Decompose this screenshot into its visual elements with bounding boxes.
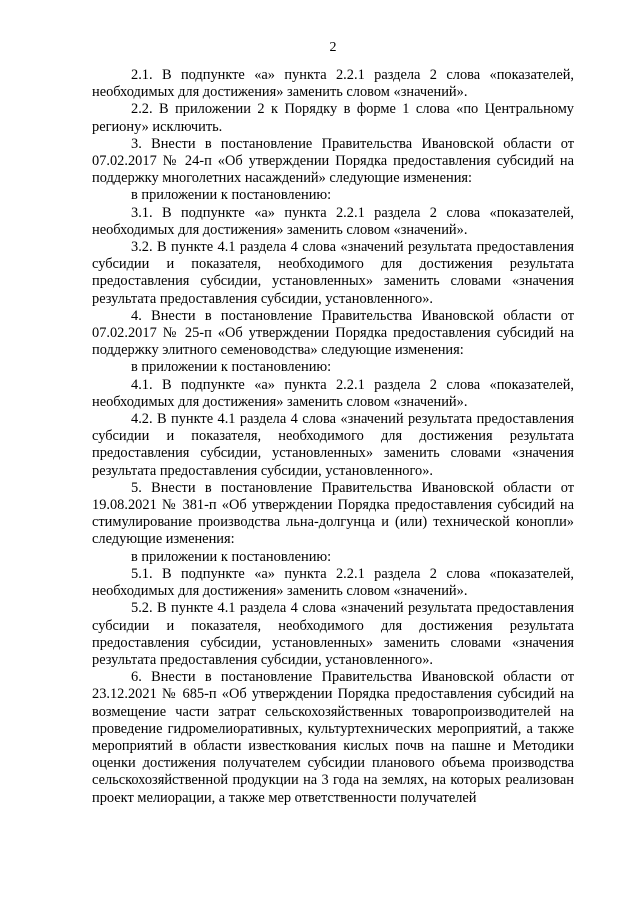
paragraph-4: 4. Внести в постановление Правительства Ивановской области от 07.02.2017 № 25-п «Об утверждении Порядка предоставления субсидий на поддержку элитного семеноводства» следующие изменения: [92, 307, 574, 359]
paragraph-5-annex: в приложении к постановлению: [131, 548, 332, 565]
paragraph-5-1: 5.1. В подпункте «а» пункта 2.2.1 раздела 2 слова «показателей, необходимых для достижения» заменить словом «значений». [92, 565, 574, 600]
paragraph-5: 5. Внести в постановление Правительства Ивановской области от 19.08.2021 № 381-п «Об утверждении Порядка предоставления субсидий на стимулирование производства льна-долгунца и (или) технической конопли» следующие изменения: [92, 479, 574, 548]
paragraph-3: 3. Внести в постановление Правительства Ивановской области от 07.02.2017 № 24-п «Об утверждении Порядка предоставления субсидий на поддержку многолетних насаждений» следующие изменения: [92, 135, 574, 187]
paragraph-2-1: 2.1. В подпункте «а» пункта 2.2.1 раздела 2 слова «показателей, необходимых для достижения» заменить словом «значений». [92, 67, 574, 101]
paragraph-5-2: 5.2. В пункте 4.1 раздела 4 слова «значений результата предоставления субсидии и показателя, необходимого для достижения результата предоставления субсидии, установленных» заменить словами «значения результата предоставления субсидии, установленного». [92, 600, 574, 668]
paragraph-4-2: 4.2. В пункте 4.1 раздела 4 слова «значений результата предоставления субсидии и показателя, необходимого для достижения результата предоставления субсидии, установленных» заменить словами «значения результата предоставления субсидии, установленного». [92, 411, 574, 479]
paragraph-3-annex: в приложении к постановлению: [131, 187, 332, 204]
paragraph-4-1: 4.1. В подпункте «а» пункта 2.2.1 раздела 2 слова «показателей, необходимых для достижения» заменить словом «значений». [92, 376, 574, 410]
document-body [92, 67, 574, 807]
paragraph-6: 6. Внести в постановление Правительства Ивановской области от 23.12.2021 № 685-п «Об утверждении Порядка предоставления субсидий на возмещение части затрат сельскохозяйственных товаропроизводителей на проведение гидромелиоративных, культуртехнических мероприятий, а также мероприятий в области известкования кислых почв на пашне и Методики оценки достижения получателем субсидии планового объема производства сельскохозяйственной продукции на 3 года на землях, на которых реализован проект мелиорации, а также мер ответственности получателей [92, 669, 574, 806]
paragraph-3-1: 3.1. В подпункте «а» пункта 2.2.1 раздела 2 слова «показателей, необходимых для достижения» заменить словом «значений». [92, 204, 574, 238]
paragraph-3-2: 3.2. В пункте 4.1 раздела 4 слова «значений результата предоставления субсидии и показателя, необходимого для достижения результата предоставления субсидии, установленных» заменить словами «значения результата предоставления субсидии, установленного». [92, 239, 574, 307]
paragraph-4-annex: в приложении к постановлению: [131, 359, 332, 376]
page-number: 2 [329, 40, 337, 55]
paragraph-2-2: 2.2. В приложении 2 к Порядку в форме 1 слова «по Центральному региону» исключить. [92, 101, 574, 135]
